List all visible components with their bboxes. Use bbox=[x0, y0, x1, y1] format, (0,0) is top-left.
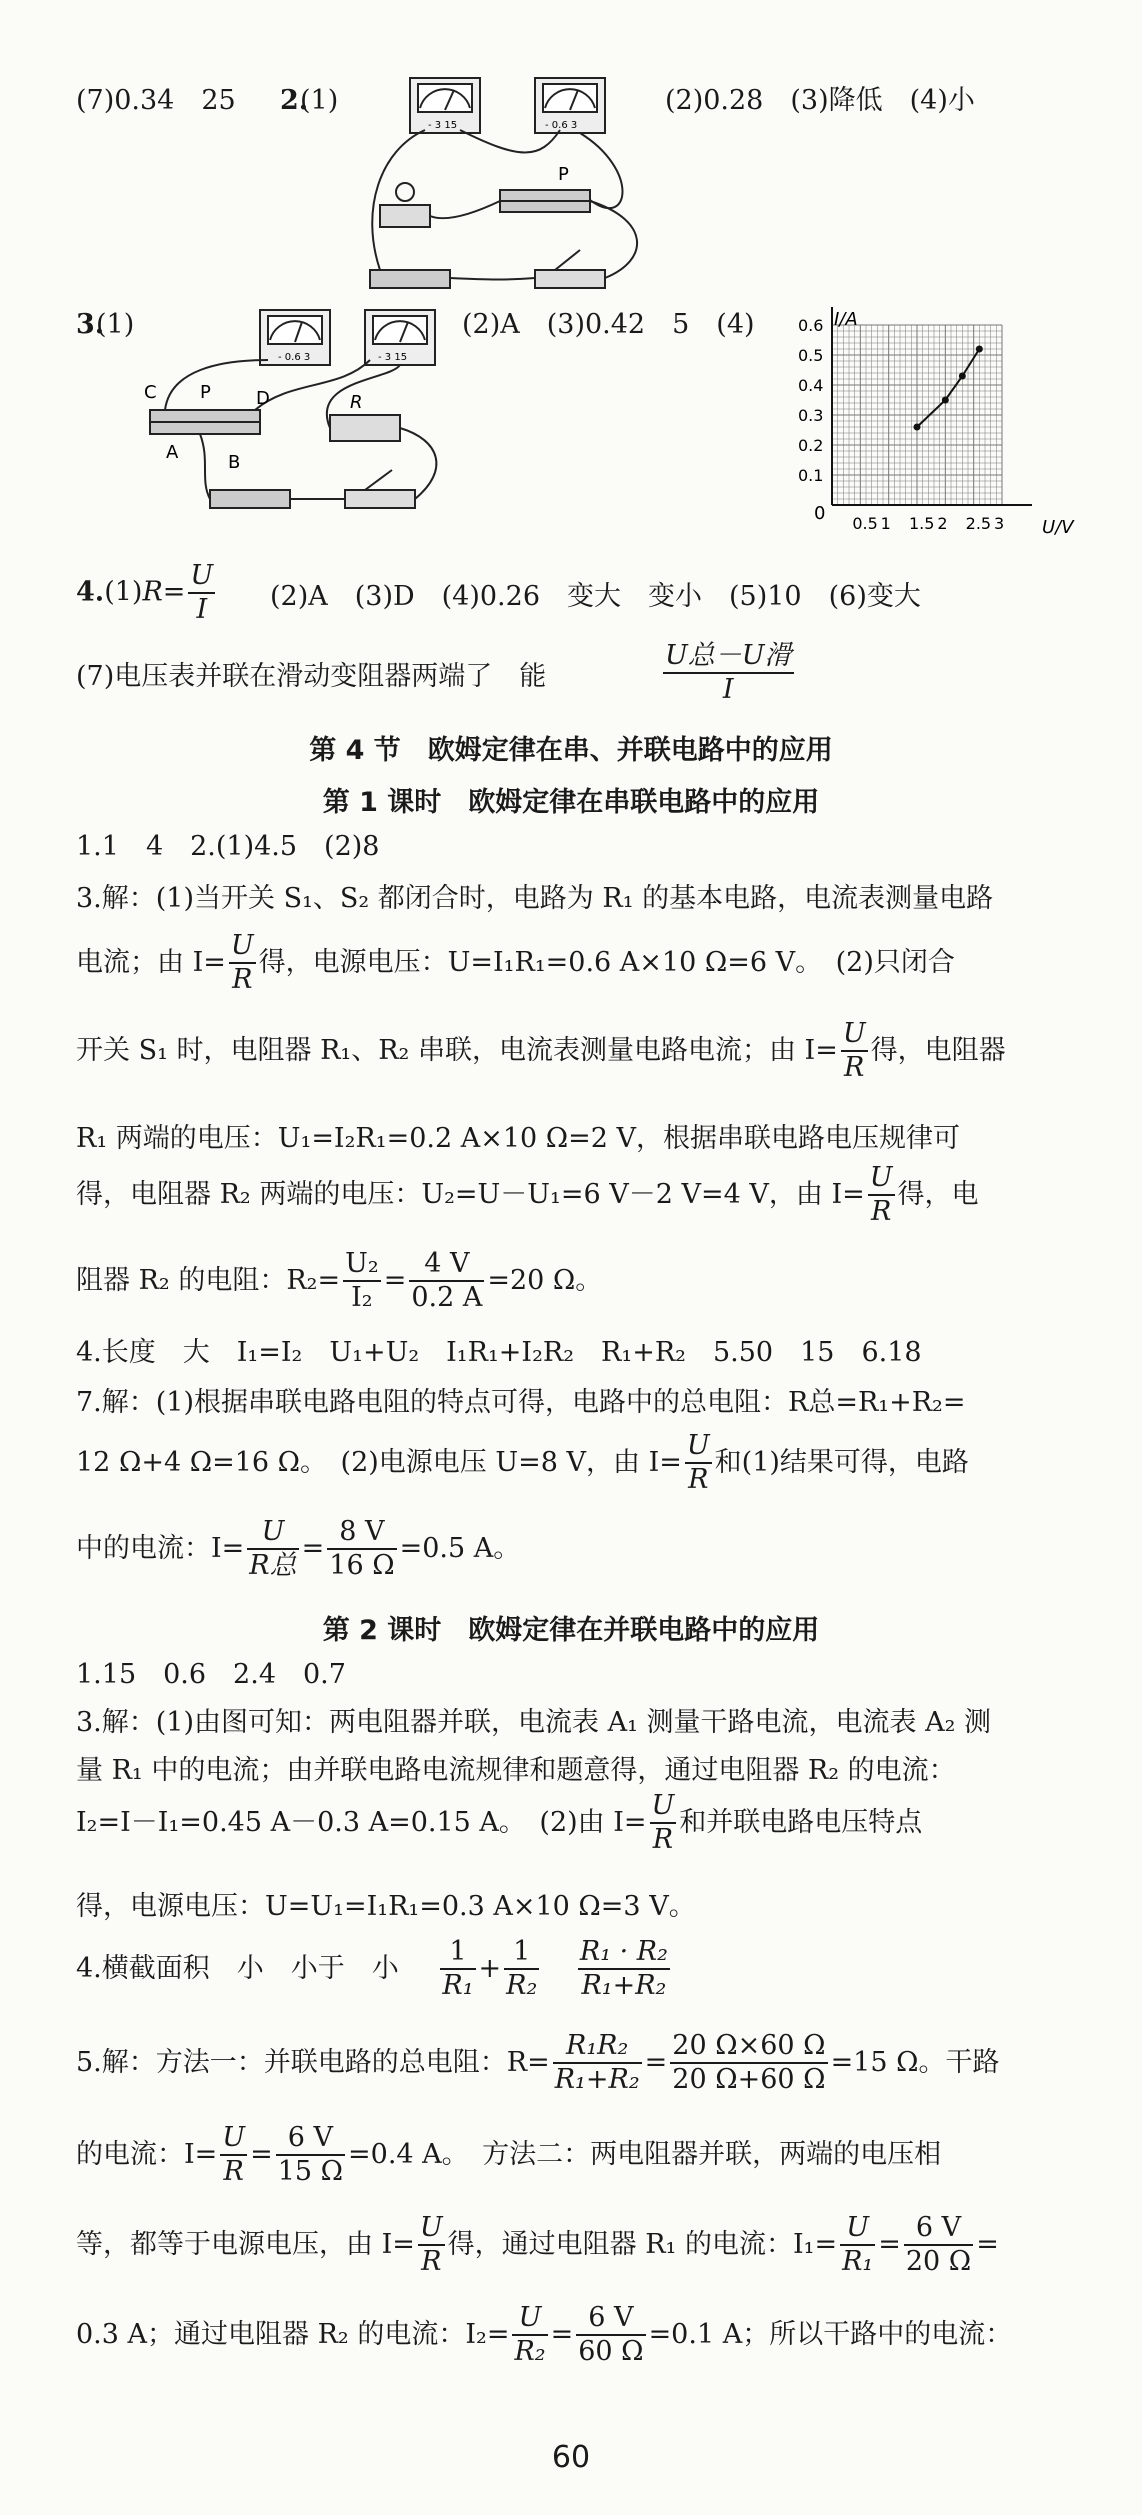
chart-y-tick: 0.5 bbox=[798, 346, 824, 365]
answer-q4-label: 4. bbox=[76, 576, 105, 608]
chart-data-point bbox=[959, 373, 966, 380]
answer-q2-rest: (2)0.28 (3)降低 (4)小 bbox=[665, 85, 975, 116]
chart-y-tick: 0.4 bbox=[798, 376, 824, 395]
lesson1-q3-line4: R₁ 两端的电压：U₁=I₂R₁=0.2 A×10 Ω=2 V，根据串联电路电压规律可 bbox=[76, 1123, 961, 1154]
ammeter-terminals-2: - 0.6 3 bbox=[278, 352, 311, 363]
lesson1-q1: 1.1 4 2.(1)4.5 (2)8 bbox=[76, 831, 380, 862]
lesson1-q4: 4.长度 大 I₁=I₂ U₁+U₂ I₁R₁+I₂R₂ R₁+R₂ 5.50 15 6.18 bbox=[76, 1337, 922, 1368]
chart-x-tick: 2.5 bbox=[965, 514, 992, 533]
iu-chart bbox=[780, 305, 1080, 545]
lesson1-q3-line1: 3.解：(1)当开关 S₁、S₂ 都闭合时，电路为 R₁ 的基本电路，电流表测量电路 bbox=[76, 883, 994, 914]
fraction-u-over-i: $\frac{U}{I}$ bbox=[190, 560, 214, 625]
chart-x-tick: 0.5 bbox=[852, 514, 878, 533]
answer-q3-part1: (1) bbox=[96, 309, 135, 340]
chart-data-point bbox=[914, 424, 921, 431]
answer-q3-rest: (2)A (3)0.42 5 (4) bbox=[462, 309, 755, 340]
ammeter-terminals-1: - 0.6 3 bbox=[545, 120, 578, 131]
lesson2-q1: 1.15 0.6 2.4 0.7 bbox=[76, 1659, 346, 1690]
chart-data-point bbox=[942, 397, 949, 404]
answer-q2-label: 2. bbox=[280, 85, 309, 116]
circuit-diagram-1 bbox=[340, 70, 660, 300]
rheostat-terminal-p: P bbox=[200, 382, 211, 403]
resistor-label-r: R bbox=[350, 392, 363, 413]
answer-q4-rest: (2)A (3)D (4)0.26 变大 变小 (5)10 (6)变大 bbox=[270, 581, 921, 612]
chart-x-tick: 1.5 bbox=[909, 514, 935, 533]
answer-q4-a: (1) bbox=[104, 576, 143, 608]
fraction-voltage-diff-over-i: $\frac{\text{U总－U滑}}{I}$ bbox=[665, 640, 792, 705]
answer-q7-part: (7)0.34 25 bbox=[76, 85, 236, 116]
answer-q2-part1: (1) bbox=[300, 85, 339, 116]
rheostat-terminal-b: B bbox=[228, 452, 241, 473]
circuit-diagram-2 bbox=[140, 300, 460, 530]
chart-x-axis-label: U/V bbox=[1042, 517, 1074, 538]
rheostat-terminal-c: C bbox=[144, 382, 157, 403]
chart-y-tick: 0.2 bbox=[798, 436, 824, 455]
lesson2-q3-line2: 量 R₁ 中的电流；由并联电路电流规律和题意得，通过电阻器 R₂ 的电流： bbox=[76, 1755, 956, 1786]
chart-data-point bbox=[976, 346, 983, 353]
lesson2-q3-line4: 得，电源电压：U=U₁=I₁R₁=0.3 A×10 Ω=3 V。 bbox=[76, 1891, 696, 1922]
rheostat-terminal-d: D bbox=[256, 388, 270, 409]
answer-q4-r: R bbox=[142, 576, 163, 608]
voltmeter-terminals-2: - 3 15 bbox=[378, 352, 408, 363]
chart-y-tick: 0.3 bbox=[798, 406, 824, 425]
chart-y-tick: 0.6 bbox=[798, 316, 824, 335]
section-title: 第 4 节 欧姆定律在串、并联电路中的应用 bbox=[309, 735, 833, 766]
chart-x-tick: 3 bbox=[994, 514, 1005, 533]
answer-q4-line2-text: (7)电压表并联在滑动变阻器两端了 能 bbox=[76, 661, 547, 692]
answer-q3-label: 3. bbox=[76, 309, 105, 340]
chart-y-axis-label: I/A bbox=[834, 309, 858, 330]
slider-label-p-1: P bbox=[558, 164, 569, 185]
chart-x-tick: 1 bbox=[880, 514, 891, 533]
answer-page: (7)0.34 25 2. (1) (2)0.28 (3)降低 (4)小 - 3 15 - 0.6 3 P 3. (1) (2)A (3)0.42 5 (4) C P D A B R - 0.6 3 - 3 15 0.5 1 1.5 2 2.5 3 0.1 0.2 0.3 0.4 0.5 0.6 I/A U/V 0 4.(1)R= $\frac{U}{I}$ (2)A (3)D (4)0.26 变大 变小 (5)10 (6)变大 (7)电压表并联在滑动变阻器两端了 能 $\frac{\text{U总－U滑}}{I}$ 第 4 节 欧姆定律在串、并联电路中的应用 第 1 课时 欧姆定律在串联电路中的应用 1.1 4 2.(1)4.5 (2)8 3.解：(1)当开关 S₁、S₂ 都闭合时，电路为 R₁ 的基本电路，电流表测量电路 电流；由 I= $\frac{U}{R}$ 得，电源电压：U=I₁R₁=0.6 A×10 Ω=6 V。 (2)只闭合 开关 S₁ 时，电阻器 R₁、R₂ 串联，电流表测量电路电流；由 I= $\frac{U}{R}$ 得，电阻器 R₁ 两端的电压：U₁=I₂R₁=0.2 A×10 Ω=2 V，根据串联电路电压规律可 得，电阻器 R₂ 两端的电压：U₂=U－U₁=6 V－2 V=4 V，由 I= $\frac{U}{R}$ 得，电 阻器 R₂ 的电阻：R₂= $\frac{\text{U₂}}{\text{I₂}}$ = $\frac{4 V}{0.2 A}$ =20 Ω。 4.长度 大 I₁=I₂ U₁+U₂ I₁R₁+I₂R₂ R₁+R₂ 5.50 15 6.18 7.解：(1)根据串联电路电阻的特点可得，电路中的总电阻：R总=R₁+R₂= 12 Ω+4 Ω=16 Ω。 (2)电源电压 U=8 V，由 I= $\frac{U}{R}$ 和(1)结果可得，电路 中的电流：I= $\frac{U}{\text{R总}}$ = $\frac{8 V}{16 \Omega}$ =0.5 A。 第 2 课时 欧姆定律在并联电路中的应用 1.15 0.6 2.4 0.7 3.解：(1)由图可知：两电阻器并联，电流表 A₁ 测量干路电流，电流表 A₂ 测 量 R₁ 中的电流；由并联电路电流规律和题意得，通过电阻器 R₂ 的电流： I₂=I－I₁=0.45 A－0.3 A=0.15 A。 (2)由 I= $\frac{U}{R}$ 和并联电路电压特点 得，电源电压：U=U₁=I₁R₁=0.3 A×10 Ω=3 V。 4.横截面积 小 小于 小 $\frac{1}{\text{R₁}}$ + $\frac{1}{\text{R₂}}$ $\frac{\text{R₁ · R₂}}{\text{R₁+R₂}}$ 5.解：方法一：并联电路的总电阻：R= $\frac{\text{R₁R₂}}{\text{R₁+R₂}}$ = $\frac{20 \Omega\times 60 \Omega}{20 \Omega+60 \Omega}$ =15 Ω。干路 的电流：I= $\frac{U}{R}$ = $\frac{6 V}{15 \Omega}$ =0.4 A。 方法二：两电阻器并联，两端的电压相 等，都等于电源电压，由 I= $\frac{U}{R}$ 得，通过电阻器 R₁ 的电流：I₁= $\frac{U}{\text{R₁}}$ = $\frac{6 V}{20 \Omega}$ = 0.3 A；通过电阻器 R₂ 的电流：I₂= $\frac{U}{\text{R₂}}$ = $\frac{6 V}{60 \Omega}$ =0.1 A；所以干路中的电流： 60 bbox=[0, 0, 1142, 2515]
lesson1-q7-line1: 7.解：(1)根据串联电路电阻的特点可得，电路中的总电阻：R总=R₁+R₂= bbox=[76, 1387, 966, 1418]
voltmeter-terminals-1: - 3 15 bbox=[428, 120, 458, 131]
lesson-1-title: 第 1 课时 欧姆定律在串联电路中的应用 bbox=[322, 787, 820, 818]
lesson-2-title: 第 2 课时 欧姆定律在并联电路中的应用 bbox=[322, 1615, 820, 1646]
chart-x-tick: 2 bbox=[937, 514, 948, 533]
chart-y-tick: 0.1 bbox=[798, 466, 824, 485]
page-number: 60 bbox=[551, 2440, 591, 2475]
chart-origin-label: 0 bbox=[814, 503, 826, 524]
answer-q4-eq: = bbox=[162, 576, 186, 608]
lesson2-q3-line1: 3.解：(1)由图可知：两电阻器并联，电流表 A₁ 测量干路电流，电流表 A₂ 测 bbox=[76, 1707, 991, 1738]
rheostat-terminal-a: A bbox=[166, 442, 179, 463]
